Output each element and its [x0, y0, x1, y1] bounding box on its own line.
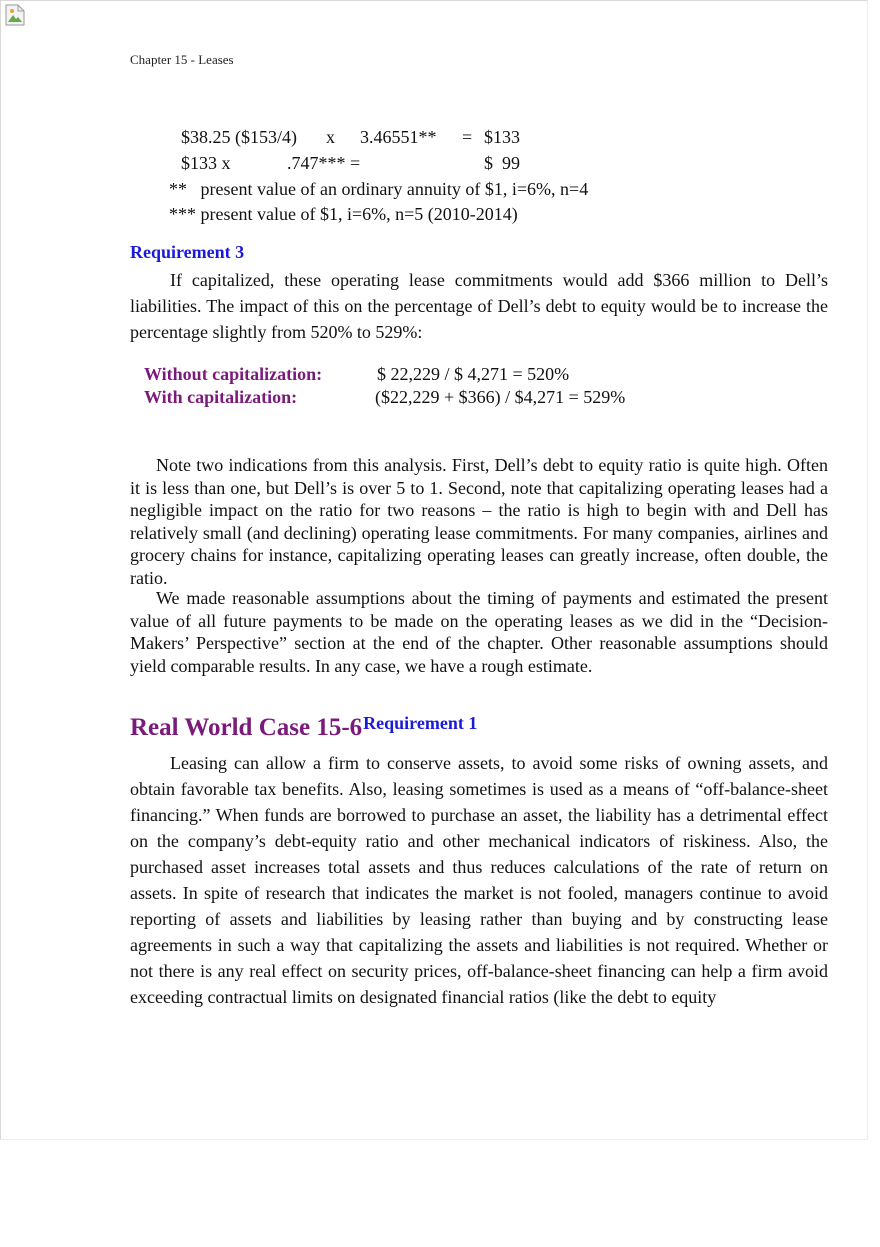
- requirement-3-heading: Requirement 3: [130, 242, 245, 262]
- calc-row1-amount: $38.25 ($153/4): [181, 127, 297, 147]
- broken-image-icon: [5, 4, 25, 26]
- calc-row2-factor: .747*** =: [287, 153, 361, 173]
- case-paragraph: Leasing can allow a firm to conserve assets, to avoid some risks of owning assets, and obtain favorable tax benefits. Also, leasing sometimes is used as a means of “off-balance-sheet financing.” When funds are borrowed to purchase an asset, the liability has a detrimental effect on the company’s debt-equity ratio and other mechanical indicators of riskiness. Also, the purchased asset increases total assets and thus reduces calculations of the rate of return on assets. In spite of research that indicates the market is not fooled, managers continue to avoid reporting of assets and liabilities by leasing rather than buying and by constructing lease agreements in such a way that capitalizing the assets and liabilities is not required. Whether or not there is any real effect on security prices, off-balance-sheet financing can help a firm avoid exceeding contractual limits on designated financial ratios (like the debt to equity: [130, 753, 828, 1007]
- without-capitalization-label: Without capitalization:: [144, 364, 323, 384]
- requirement-3-paragraph: If capitalized, these operating lease commitments would add $366 million to Dell’s liabilities. The impact of this on the percentage of Dell’s debt to equity would be to increase the percentage slightly from 520% to 529%:: [130, 270, 828, 342]
- calc-footnote-pv: *** present value of $1, i=6%, n=5 (2010-2014): [169, 204, 518, 224]
- running-head: Chapter 15 - Leases: [130, 52, 234, 67]
- with-capitalization-label: With capitalization:: [144, 387, 298, 407]
- calc-row1-result: $133: [484, 127, 520, 147]
- calc-row1-operator: x: [326, 127, 335, 147]
- case-title-text: Real World Case 15-6: [130, 714, 363, 741]
- case-title: [130, 714, 477, 742]
- assumptions-paragraph: We made reasonable assumptions about the timing of payments and estimated the present value of all future payments to be made on the operating leases as we did in the “Decision-Makers’ Perspective” section at the end of the chapter. Other reasonable assumptions should yield comparable results. In any case, we have a rough estimate.: [130, 588, 828, 676]
- calc-row2-amount: $133 x: [181, 153, 231, 173]
- calc-row1-factor: 3.46551**: [360, 127, 437, 147]
- calc-row1-equals: =: [462, 127, 473, 147]
- without-capitalization-value: $ 22,229 / $ 4,271 = 520%: [377, 364, 570, 384]
- with-capitalization-value: ($22,229 + $366) / $4,271 = 529%: [375, 387, 626, 407]
- calc-row2-result: $ 99: [484, 153, 520, 173]
- case-requirement-1-heading: Requirement 1: [363, 713, 478, 733]
- analysis-note-paragraph: Note two indications from this analysis. First, Dell’s debt to equity ratio is quite high. Often it is less than one, but Dell’s is over 5 to 1. Second, note that capitalizing operating leases had a negligible impact on the ratio for two reasons – the ratio is high to begin with and Dell has relatively small (and declining) operating lease commitments. For many companies, airlines and grocery chains for instance, capitalizing operating leases can greatly increase, often double, the ratio.: [130, 455, 828, 588]
- calc-footnote-annuity: ** present value of an ordinary annuity of $1, i=6%, n=4: [169, 179, 589, 199]
